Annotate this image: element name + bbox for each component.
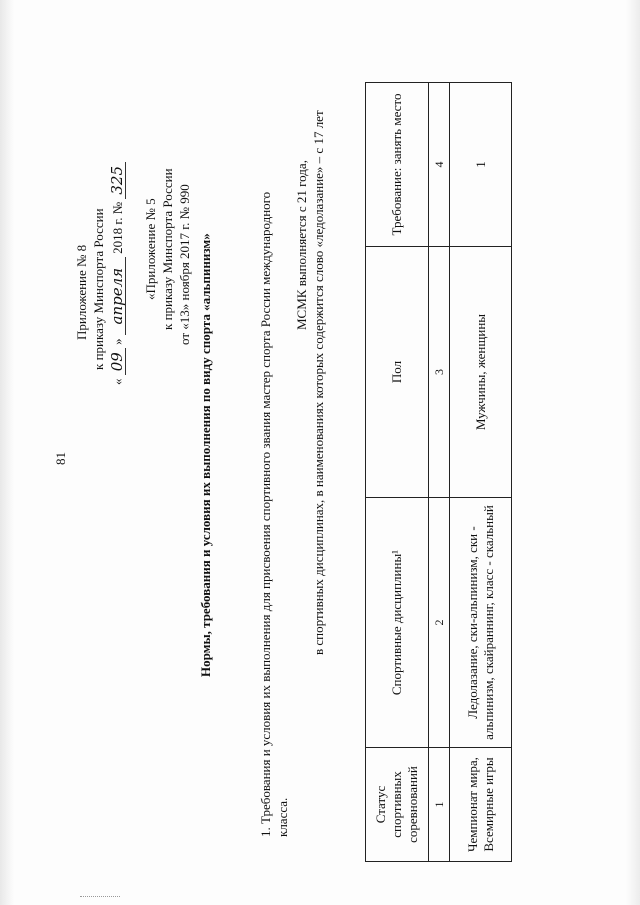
appendix-order-ref: к приказу Минспорта России xyxy=(91,208,106,370)
cell-gender: Мужчины, женщины xyxy=(450,247,512,498)
date-open-quote: « xyxy=(110,378,125,385)
date-close-quote: » xyxy=(110,338,125,345)
header-requirement: Требование: занять место xyxy=(366,83,429,247)
header-gender: Пол xyxy=(366,247,429,498)
appendix-date-line xyxy=(110,162,126,385)
handwritten-month: апреля xyxy=(110,257,126,335)
column-number: 1 xyxy=(429,748,450,862)
column-number: 2 xyxy=(429,498,450,748)
header-disciplines: Спортивные дисциплины¹ xyxy=(366,498,429,748)
table-row xyxy=(450,83,512,862)
cell-place: 1 xyxy=(450,83,512,247)
header-status: Статус спортивных соревнований xyxy=(366,748,429,862)
appendix-title: Приложение № 8 xyxy=(74,244,89,340)
msmk-age-line-2: в спортивных дисциплинах, в наименованиях которых содержится слово «ледолазание» – с 17 лет xyxy=(311,110,326,655)
page-number: 81 xyxy=(53,452,68,465)
cell-status: Чемпионат мира, Всемирные игры xyxy=(450,748,512,862)
paragraph-1-line-1: 1. Требования и условия их выполнения для присвоения спортивного звания мастер спорта России международного xyxy=(258,191,273,837)
date-year: 2018 г. № xyxy=(110,201,125,254)
document-title: Нормы, требования и условия их выполнения по виду спорта «альпинизм» xyxy=(198,233,213,677)
paragraph-1-line-2: класса. xyxy=(275,797,290,837)
msmk-age-line-1: МСМК выполняется с 21 года, xyxy=(294,160,309,330)
previous-appendix-title: «Приложение № 5 xyxy=(143,198,158,300)
norms-table xyxy=(365,82,512,862)
handwritten-order-number: 325 xyxy=(110,162,126,199)
previous-appendix-order-ref: к приказу Минспорта России xyxy=(160,168,175,330)
table-column-number-row xyxy=(429,83,450,862)
table-header-row xyxy=(366,83,429,862)
previous-appendix-date: от «13» ноября 2017 г. № 990 xyxy=(177,184,192,345)
handwritten-day: 09 xyxy=(110,348,126,375)
column-number: 3 xyxy=(429,247,450,498)
cell-disciplines: Ледолазание, ски-альпинизм, ски - альпинизм, скайраннинг, класс - скальный xyxy=(450,498,512,748)
column-number: 4 xyxy=(429,83,450,247)
scan-artifact xyxy=(80,896,120,900)
